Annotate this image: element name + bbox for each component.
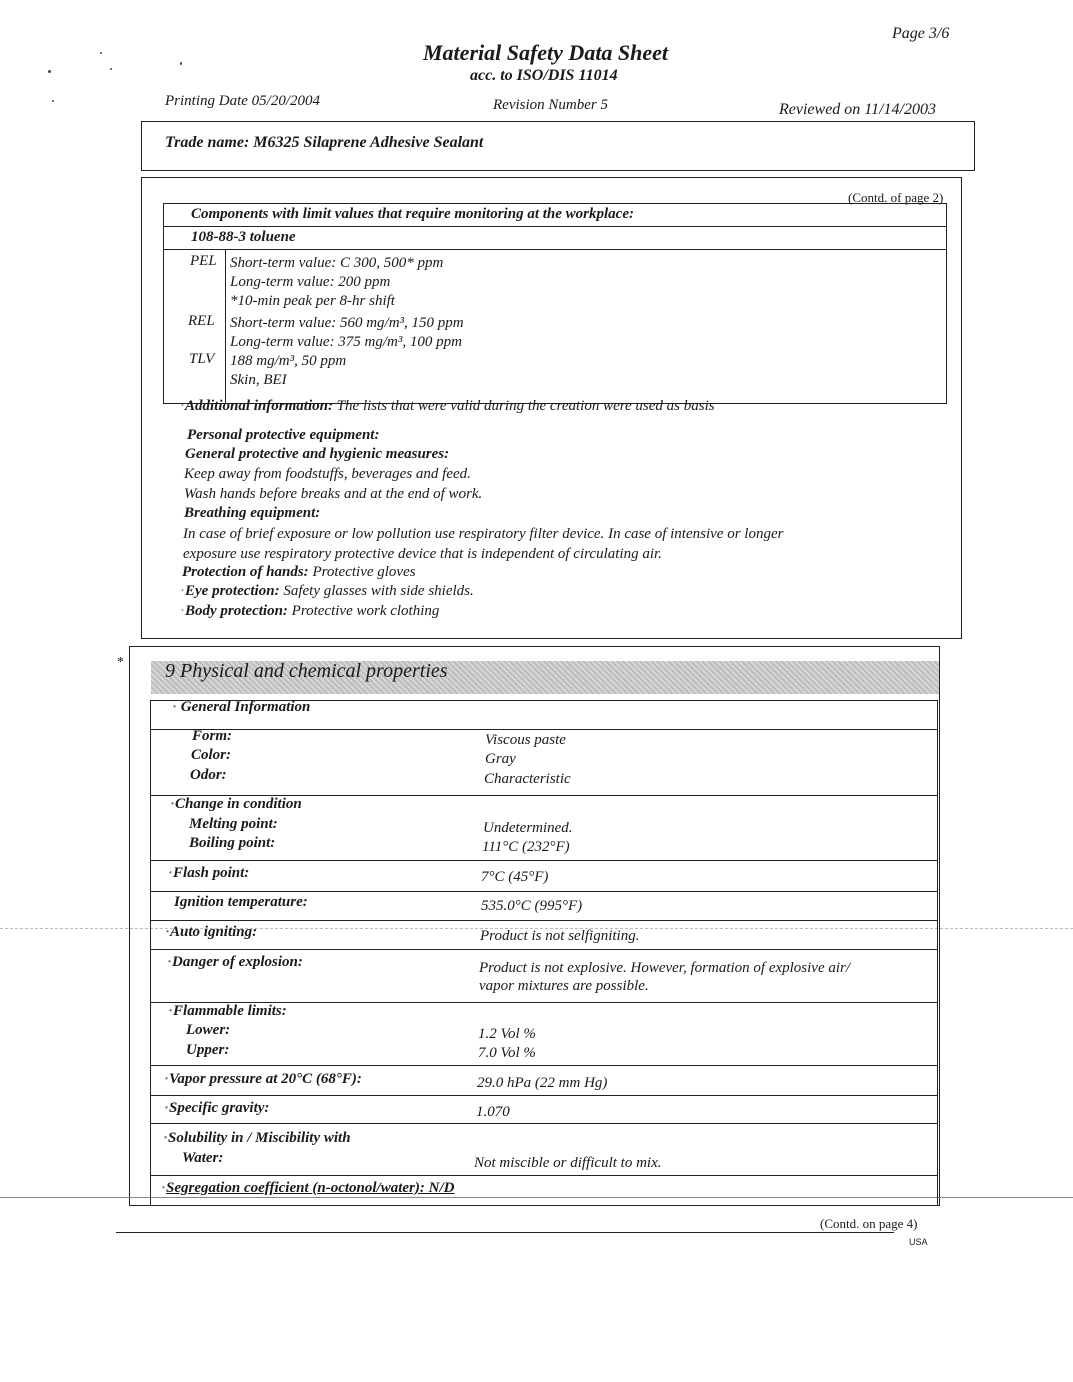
odor-label: Odor: <box>190 767 227 783</box>
reviewed-date: Reviewed on 11/14/2003 <box>779 101 936 118</box>
limit-code: PEL <box>190 253 217 269</box>
form-value: Viscous paste <box>485 732 566 748</box>
limit-line: Short-term value: C 300, 500* ppm <box>230 255 444 271</box>
ignition-value: 535.0°C (995°F) <box>481 898 583 914</box>
country-label: USA <box>906 1237 931 1247</box>
melting-value: Undetermined. <box>483 820 573 836</box>
flammable-limits-label <box>168 1003 287 1020</box>
general-information-label <box>172 699 310 716</box>
breathing-line: In case of brief exposure or low pollution use respiratory filter device. In case of intensive or longer <box>183 526 784 542</box>
boiling-label: Boiling point: <box>189 835 276 851</box>
table-divider <box>163 249 947 250</box>
gravity-value: 1.070 <box>476 1104 510 1120</box>
contd-from-label: (Contd. of page 2) <box>848 190 944 205</box>
form-label: Form: <box>192 728 233 744</box>
limit-line: Long-term value: 375 mg/m³, 100 ppm <box>230 334 462 350</box>
general-measures-heading: General protective and hygienic measures: <box>185 446 450 462</box>
bullet-dot: · <box>164 1100 170 1116</box>
table-divider <box>150 1065 938 1066</box>
table-divider <box>150 1123 938 1124</box>
lower-label: Lower: <box>186 1022 231 1038</box>
limit-line: *10-min peak per 8-hr shift <box>230 293 395 309</box>
table-divider <box>150 1095 938 1096</box>
color-label: Color: <box>191 747 232 763</box>
components-heading: Components with limit values that require monitoring at the workplace: <box>191 206 634 222</box>
odor-value: Characteristic <box>484 771 571 787</box>
danger-label-text: Danger of explosion: <box>172 954 303 970</box>
solubility-label <box>163 1130 351 1147</box>
hands-protection <box>182 564 416 581</box>
general-measures-line: Wash hands before breaks and at the end of work. <box>184 486 483 502</box>
auto-value: Product is not selfigniting. <box>480 928 640 944</box>
table-divider <box>163 226 947 227</box>
table-divider <box>150 949 938 950</box>
gravity-label-text: Specific gravity: <box>169 1100 270 1116</box>
document-title: Material Safety Data Sheet <box>423 40 669 65</box>
melting-label: Melting point: <box>189 816 278 832</box>
bullet-dot: · <box>180 583 185 599</box>
printing-date: Printing Date 05/20/2004 <box>165 93 320 109</box>
general-measures-line: Keep away from foodstuffs, beverages and feed. <box>184 466 471 482</box>
table-column-divider <box>225 250 226 403</box>
vapor-value: 29.0 hPa (22 mm Hg) <box>477 1075 608 1091</box>
flammable-label-text: Flammable limits: <box>173 1003 287 1019</box>
scan-speck <box>52 100 54 102</box>
specific-gravity-label <box>164 1100 269 1117</box>
water-label: Water: <box>182 1150 224 1166</box>
body-protection <box>180 603 439 620</box>
upper-label: Upper: <box>186 1042 230 1058</box>
trade-name: Trade name: M6325 Silaprene Adhesive Sealant <box>165 134 484 151</box>
change-label-text: Change in condition <box>175 796 302 812</box>
limit-code: REL <box>188 313 215 329</box>
danger-explosion-label <box>167 954 303 971</box>
eyes-label: Eye protection: <box>185 583 280 599</box>
additional-label: Additional information: <box>185 398 333 414</box>
additional-information <box>180 398 715 415</box>
bullet-dot: · <box>167 954 173 970</box>
solubility-label-text: Solubility in / Miscibility with <box>168 1130 351 1146</box>
ppe-heading: Personal protective equipment: <box>187 427 380 443</box>
table-divider <box>150 729 938 730</box>
lower-value: 1.2 Vol % <box>478 1026 536 1042</box>
scan-speck <box>48 70 51 73</box>
bullet-dot: · <box>168 865 174 881</box>
hands-value: Protective gloves <box>312 564 416 580</box>
bullet-dot: · <box>172 699 178 715</box>
scan-speck <box>180 62 182 65</box>
component-name: 108-88-3 toluene <box>191 229 296 245</box>
table-divider <box>150 860 938 861</box>
scan-speck <box>110 68 112 70</box>
bottom-rule <box>116 1232 894 1233</box>
limit-line: Skin, BEI <box>230 372 287 388</box>
flash-label-text: Flash point: <box>173 865 250 881</box>
limit-code: TLV <box>189 351 215 367</box>
body-label: Body protection: <box>185 603 288 619</box>
scan-speck <box>100 52 102 54</box>
ignition-label: Ignition temperature: <box>174 894 308 910</box>
bullet-dot: · <box>165 924 171 940</box>
bullet-dot: · <box>170 796 176 812</box>
contd-on-label: (Contd. on page 4) <box>820 1216 918 1231</box>
bullet-dot: · <box>163 1130 169 1146</box>
danger-value: Product is not explosive. However, formation of explosive air/ <box>479 960 851 976</box>
flash-value: 7°C (45°F) <box>481 869 549 885</box>
hands-label: Protection of hands: <box>182 564 309 580</box>
page-number: Page 3/6 <box>892 25 950 42</box>
bullet-dot: · <box>168 1003 174 1019</box>
table-divider <box>150 920 938 921</box>
auto-igniting-label <box>165 924 257 941</box>
color-value: Gray <box>485 751 516 767</box>
section9-title: 9 Physical and chemical properties <box>165 660 448 682</box>
boiling-value: 111°C (232°F) <box>482 839 570 855</box>
eyes-value: Safety glasses with side shields. <box>283 583 474 599</box>
limit-line: Short-term value: 560 mg/m³, 150 ppm <box>230 315 464 331</box>
bullet-dot: · <box>164 1071 170 1087</box>
danger-value: vapor mixtures are possible. <box>479 978 649 994</box>
segregation-coefficient <box>161 1180 454 1197</box>
change-in-condition-label <box>170 796 302 813</box>
breathing-line: exposure use respiratory protective device that is independent of circulating air. <box>183 546 662 562</box>
segregation-text: Segregation coefficient (n-octonol/water): N/D <box>166 1180 455 1196</box>
revision-number: Revision Number 5 <box>493 97 608 113</box>
breathing-heading: Breathing equipment: <box>184 505 321 521</box>
auto-label-text: Auto igniting: <box>170 924 258 940</box>
bullet-dot: · <box>161 1180 167 1196</box>
document-subtitle: acc. to ISO/DIS 11014 <box>470 67 618 84</box>
vapor-label-text: Vapor pressure at 20°C (68°F): <box>169 1071 362 1087</box>
water-value: Not miscible or difficult to mix. <box>474 1155 662 1171</box>
bullet-dot: · <box>180 603 185 619</box>
bullet-dot: · <box>180 398 185 414</box>
table-divider <box>150 891 938 892</box>
additional-text: The lists that were valid during the creation were used as basis <box>336 398 715 414</box>
vapor-pressure-label <box>164 1071 362 1088</box>
table-divider <box>150 1175 938 1176</box>
eye-protection <box>180 583 474 600</box>
margin-asterisk: * <box>117 655 124 670</box>
limit-line: Long-term value: 200 ppm <box>230 274 391 290</box>
limit-line: 188 mg/m³, 50 ppm <box>230 353 347 369</box>
upper-value: 7.0 Vol % <box>478 1045 536 1061</box>
flash-point-label <box>168 865 249 882</box>
body-value: Protective work clothing <box>291 603 440 619</box>
general-information-text: General Information <box>180 699 311 715</box>
